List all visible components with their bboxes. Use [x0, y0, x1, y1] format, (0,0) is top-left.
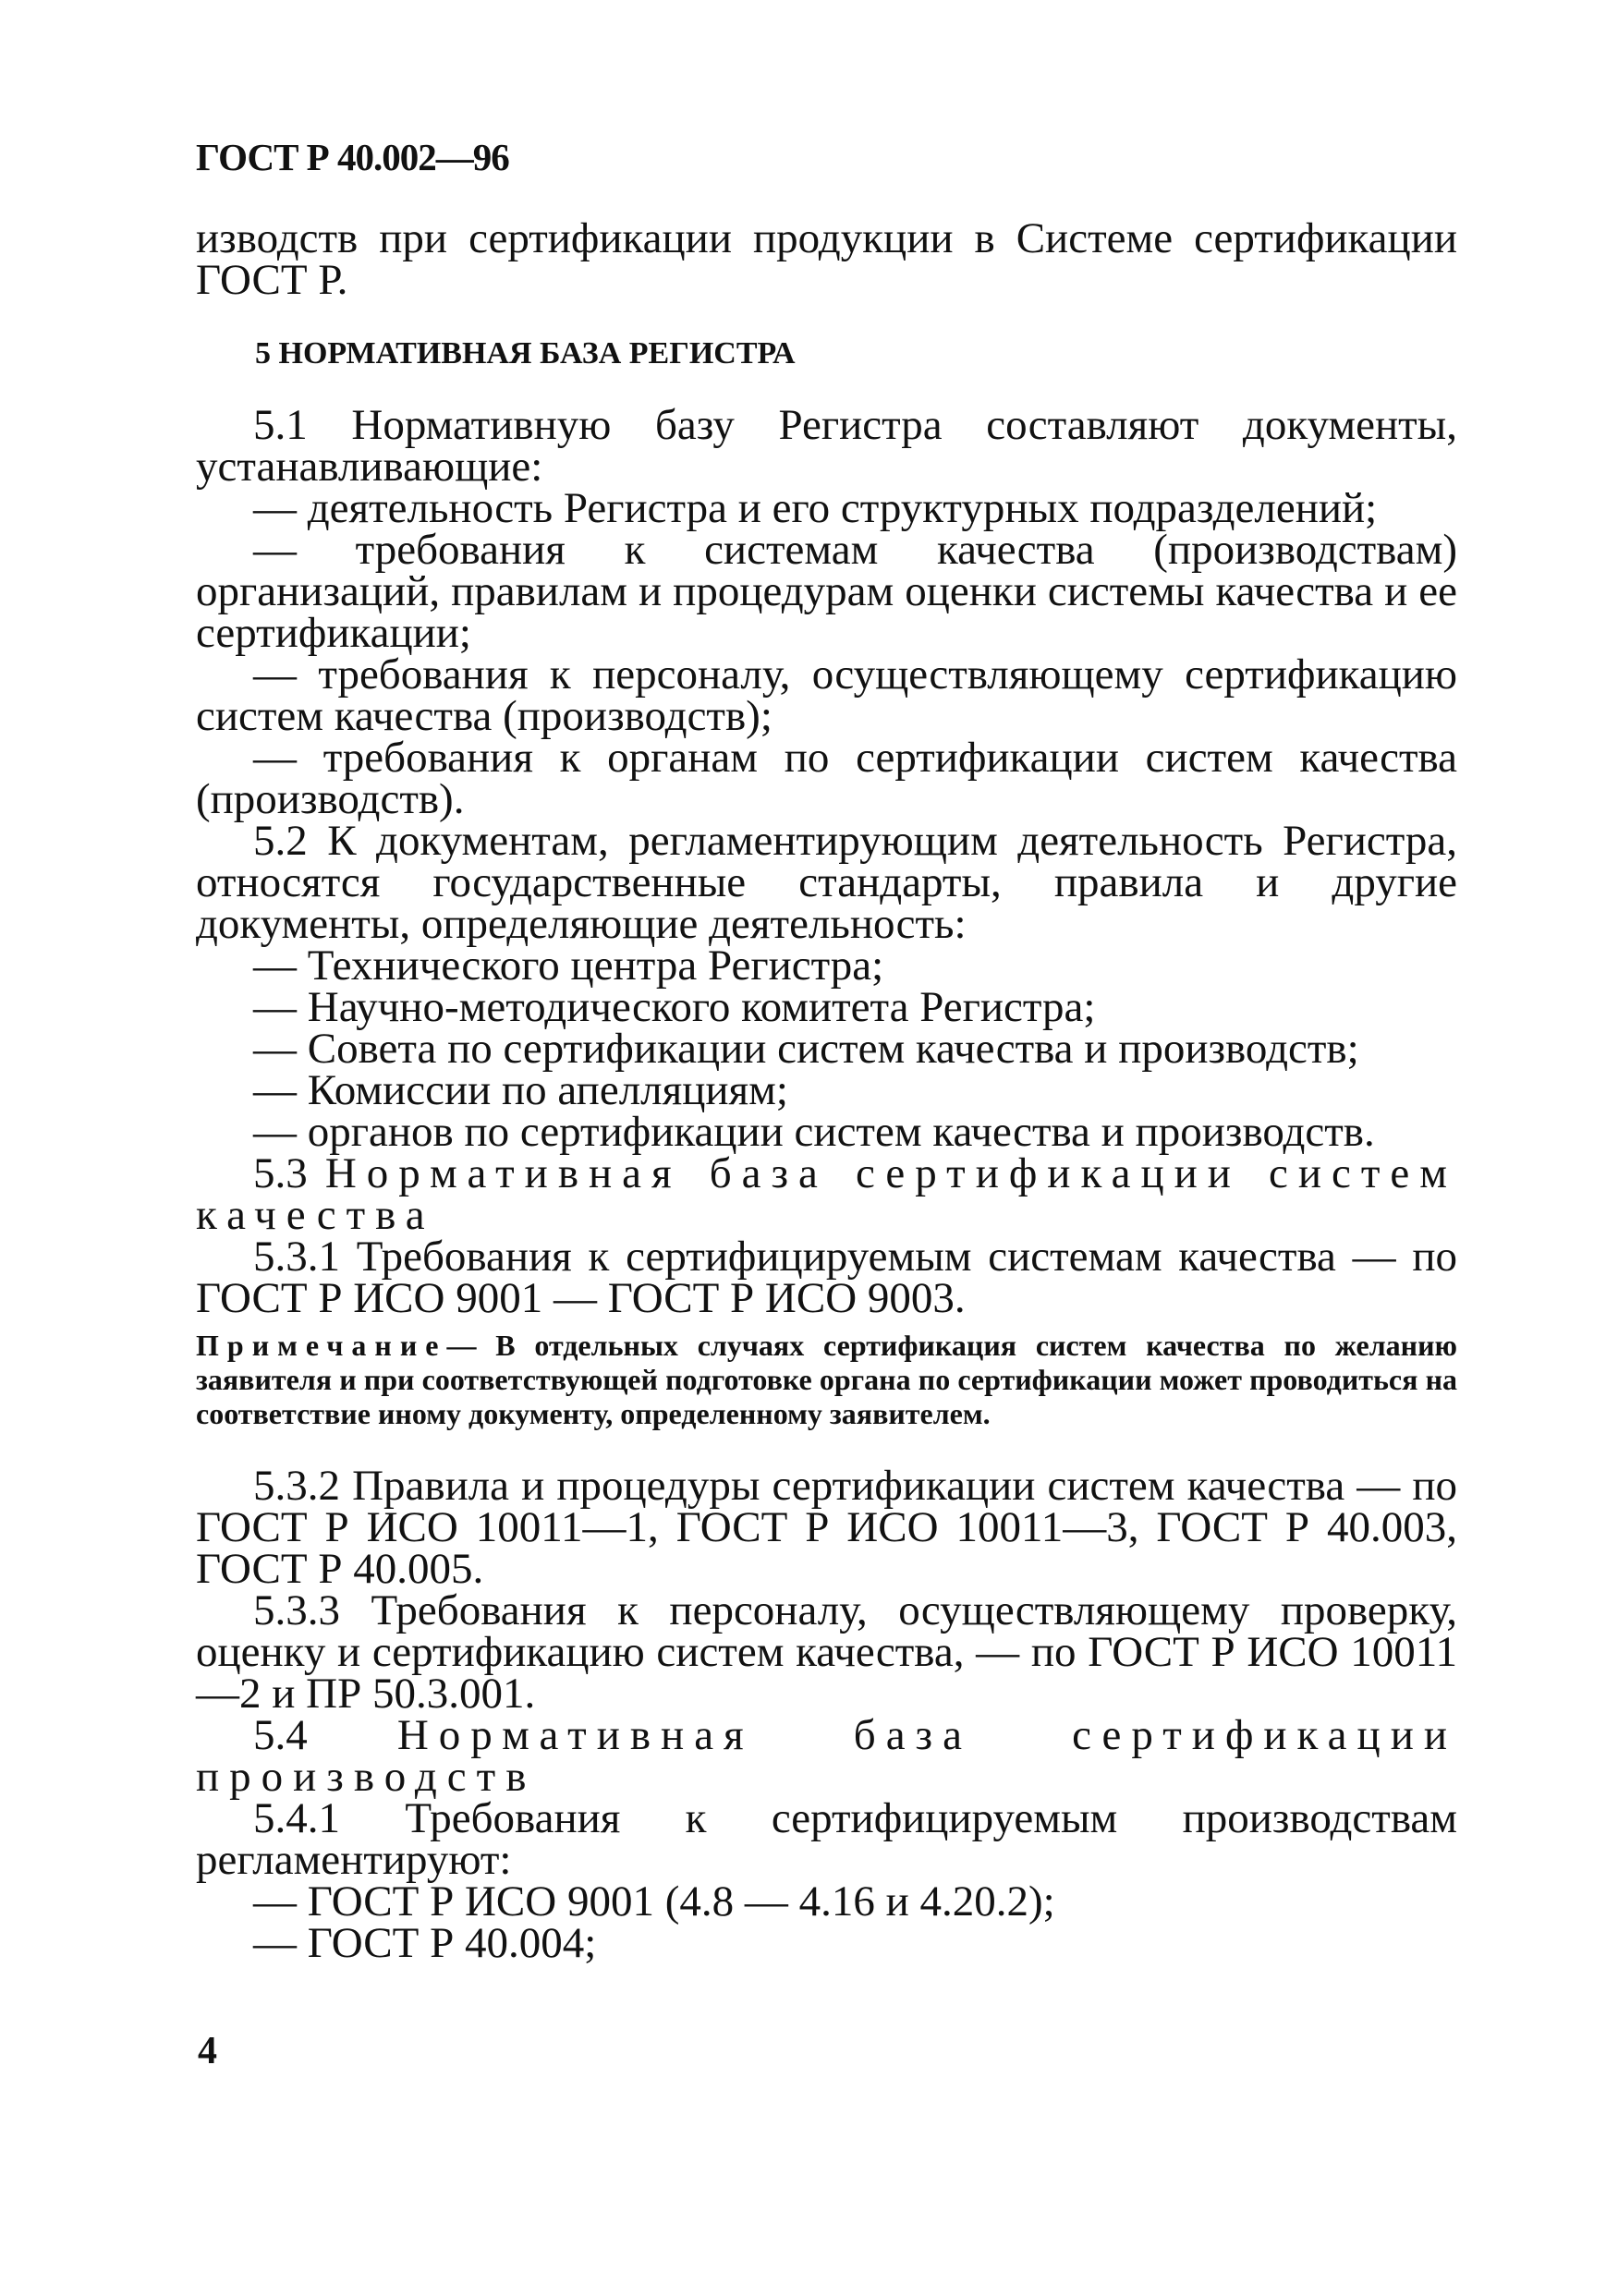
- lower-body: [196, 1462, 1457, 1967]
- main-body: [196, 401, 1457, 1322]
- list-item: — Комиссии по апелляциям;: [253, 1066, 788, 1114]
- document-header: ГОСТ Р 40.002—96: [196, 136, 509, 178]
- list-item: — органов по сертификации систем качества и производств.: [253, 1108, 1375, 1156]
- intro-text: изводств при сертификации продукции в Системе сертификации ГОСТ Р.: [196, 214, 1457, 304]
- heading-5-3-number: 5.3: [253, 1149, 308, 1197]
- para-5-1: 5.1 Нормативную базу Регистра составляют документы, устанавливающие:: [196, 401, 1457, 491]
- note-block: [196, 1329, 1457, 1431]
- section-title: 5 НОРМАТИВНАЯ БАЗА РЕГИСТРА: [255, 336, 796, 371]
- list-item: — Совета по сертификации систем качества и производств;: [253, 1025, 1359, 1073]
- page-number: 4: [198, 2030, 217, 2072]
- list-item: — Технического центра Регистра;: [253, 941, 884, 990]
- para-5-4-1: 5.4.1 Требования к сертифицируемым производствам регламентируют:: [196, 1794, 1457, 1884]
- list-item: — ГОСТ Р 40.004;: [253, 1919, 597, 1967]
- heading-5-4-number: 5.4: [253, 1711, 308, 1759]
- note-label: Примечание: [196, 1329, 447, 1362]
- para-5-3-3: 5.3.3 Требования к персоналу, осуществляющему проверку, оценку и сертификацию систем качества, — по ГОСТ Р ИСО 10011—2 и ПР 50.3.001.: [196, 1586, 1457, 1718]
- list-item: — требования к системам качества (производствам) организаций, правилам и процедурам оценки системы качества и ее сертификации;: [196, 526, 1457, 657]
- heading-5-3: [196, 1149, 1457, 1239]
- list-item: — деятельность Регистра и его структурных подразделений;: [253, 484, 1378, 532]
- heading-5-4-text: Нормативная база сертификации производств: [196, 1711, 1457, 1801]
- heading-5-4: [196, 1711, 1457, 1801]
- para-5-3-1: 5.3.1 Требования к сертифицируемым системам качества — по ГОСТ Р ИСО 9001 — ГОСТ Р ИСО 9003.: [196, 1233, 1457, 1322]
- heading-5-3-text: Нормативная база сертификации систем качества: [196, 1149, 1457, 1239]
- para-5-3-2: 5.3.2 Правила и процедуры сертификации систем качества — по ГОСТ Р ИСО 10011—1, ГОСТ Р ИСО 10011—3, ГОСТ Р 40.003, ГОСТ Р 40.005.: [196, 1462, 1457, 1593]
- list-item: — Научно-методического комитета Регистра;: [253, 983, 1096, 1031]
- list-item: — ГОСТ Р ИСО 9001 (4.8 — 4.16 и 4.20.2);: [253, 1877, 1055, 1925]
- intro-paragraph: [196, 214, 1457, 304]
- list-item: — требования к органам по сертификации систем качества (производств).: [196, 734, 1457, 823]
- note-text: — В отдельных случаях сертификация систем качества по желанию заявителя и при соответствующей подготовке органа по сертификации может проводиться на соответствие иному документу, определенному заявителем.: [196, 1329, 1457, 1430]
- list-item: — требования к персоналу, осуществляющему сертификацию систем качества (производств);: [196, 650, 1457, 740]
- para-5-2: 5.2 К документам, регламентирующим деятельность Регистра, относятся государственные стандарты, правила и другие документы, определяющие деятельность:: [196, 817, 1457, 948]
